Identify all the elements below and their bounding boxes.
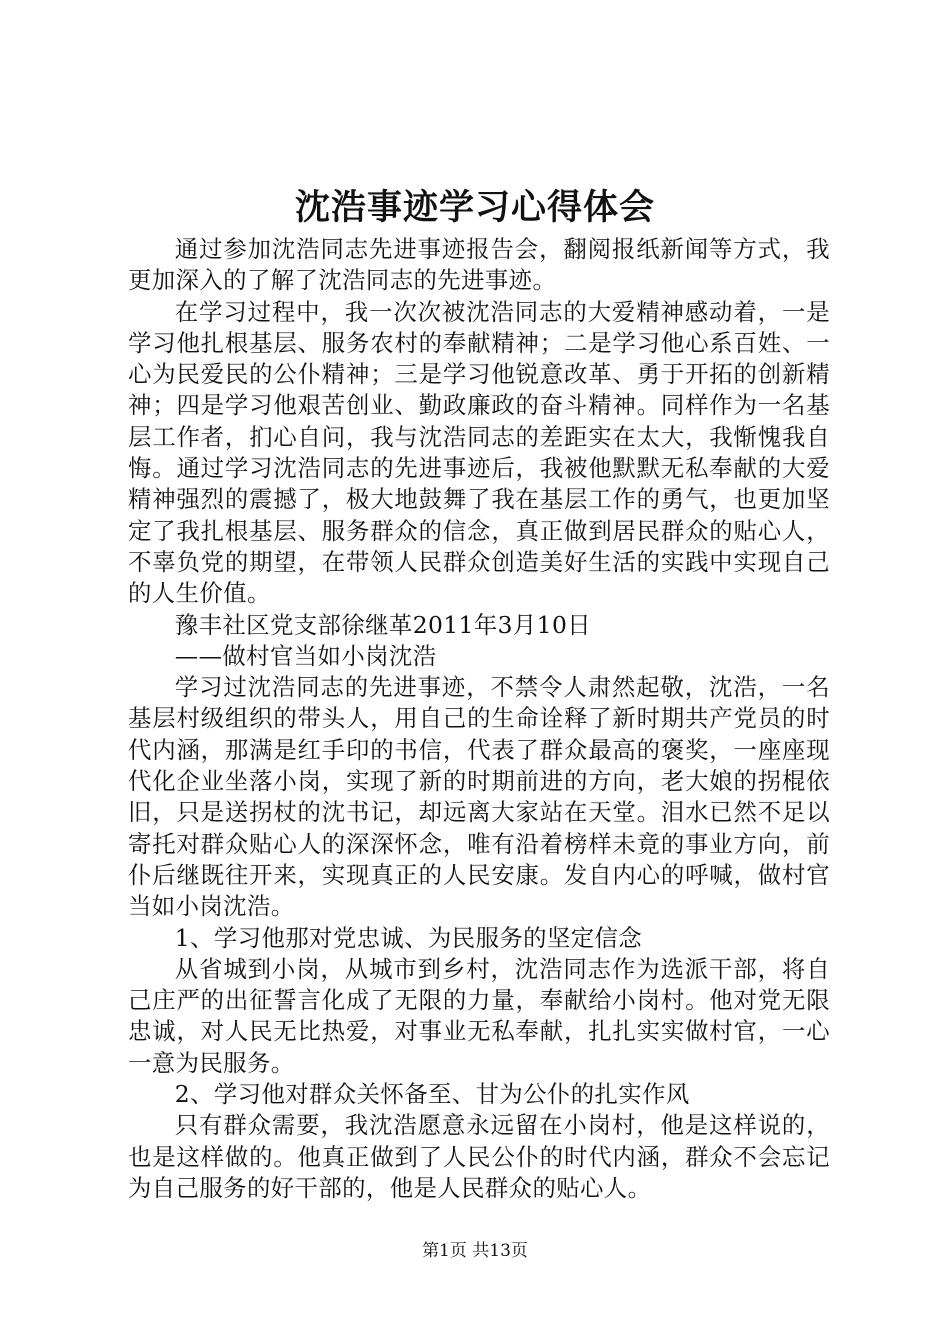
section-heading-1: 1、学习他那对党忠诚、为民服务的坚定信念 — [174, 923, 643, 952]
paragraph-loyalty: 从省城到小岗，从城市到乡村，沈浩同志作为选派干部，将自己庄严的出征誓言化成了无限的力量，奉献给小岗村。他对党无限忠诚，对人民无比热爱，对事业无私奉献，扎扎实实做村官，一心一意为民服务。 — [128, 954, 830, 1077]
paragraph-service: 只有群众需要，我沈浩愿意永远留在小岗村，他是这样说的，也是这样做的。他真正做到了人民公仆的时代内涵，群众不会忘记为自己服务的好干部的，他是人民群众的贴心人。 — [128, 1111, 830, 1202]
document-body — [128, 234, 830, 1204]
paragraph-admiration: 学习过沈浩同志的先进事迹，不禁令人肃然起敬，沈浩，一名基层村级组织的带头人，用自己的生命诠释了新时期共产党员的时代内涵，那满是红手印的书信，代表了群众最高的褒奖，一座座现代化企业坐落小岗，实现了新的时期前进的方向，老大娘的拐棍依旧，只是送拐杖的沈书记，却远离大家站在天堂。泪水已然不足以寄托对群众贴心人的深深怀念，唯有沿着榜样未竟的事业方向，前仆后继既往开来，实现真正的人民安康。发自内心的呼喊，做村官当如小岗沈浩。 — [128, 673, 830, 921]
page-number-footer: 第1页 共13页 — [422, 1241, 528, 1261]
paragraph-learning-process: 在学习过程中，我一次次被沈浩同志的大爱精神感动着，一是学习他扎根基层、服务农村的奉献精神；二是学习他心系百姓、一心为民爱民的公仆精神；三是学习他锐意改革、勇于开拓的创新精神；四是学习他艰苦创业、勤政廉政的奋斗精神。同样作为一名基层工作者，扪心自问，我与沈浩同志的差距实在太大，我惭愧我自悔。通过学习沈浩同志的先进事迹后，我被他默默无私奉献的大爱精神强烈的震撼了，极大地鼓舞了我在基层工作的勇气，也更加坚定了我扎根基层、服务群众的信念，真正做到居民群众的贴心人，不辜负党的期望，在带领人民群众创造美好生活的实践中实现自己的人生价值。 — [128, 297, 830, 608]
signature-line: 豫丰社区党支部徐继革2011年3月10日 — [174, 610, 592, 639]
document-title: 沈浩事迹学习心得体会 — [294, 187, 655, 228]
paragraph-intro: 通过参加沈浩同志先进事迹报告会，翻阅报纸新闻等方式，我更加深入的了解了沈浩同志的先进事迹。 — [128, 235, 830, 295]
section-subtitle: ——做村官当如小岗沈浩 — [174, 641, 437, 670]
section-heading-2: 2、学习他对群众关怀备至、甘为公仆的扎实作风 — [174, 1080, 690, 1109]
